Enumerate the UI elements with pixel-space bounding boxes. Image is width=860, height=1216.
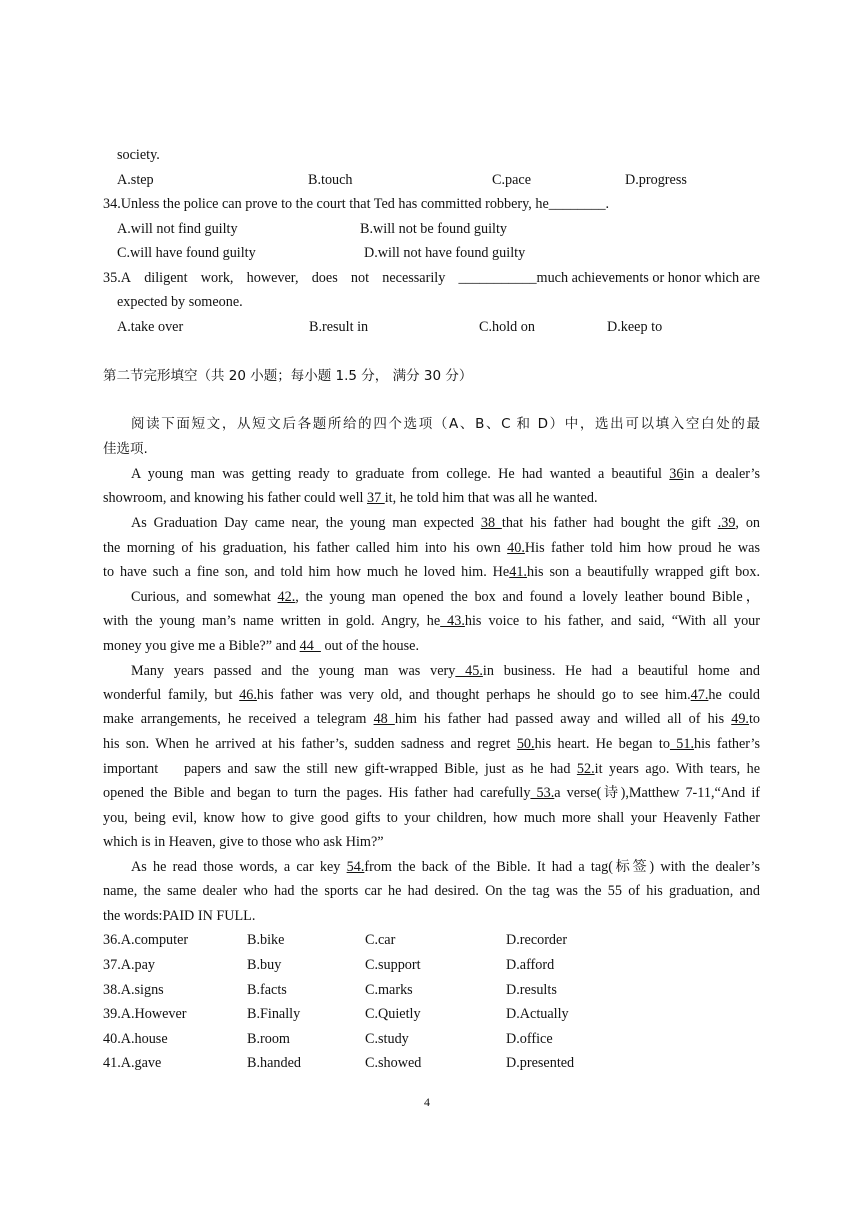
passage-line: [103, 783, 760, 803]
q34-option-c: C.will have found guilty: [117, 245, 256, 261]
passage-text: Curious, and somewhat: [131, 589, 278, 605]
q35-word: work,: [200, 270, 234, 286]
blank-54: 54.: [346, 859, 365, 875]
passage-line: [103, 611, 760, 631]
passage-text: it, he told him that was all he wanted.: [384, 490, 598, 506]
q35-option-a: A.take over: [117, 319, 184, 335]
passage-text: A young man was getting ready to graduate from college. He had wanted a beautiful: [131, 466, 670, 482]
q35-option-b: B.result in: [309, 319, 369, 335]
answer-40-a: 40.A.house: [103, 1031, 168, 1047]
answer-40-b: B.room: [247, 1031, 290, 1047]
passage-text: As Graduation Day came near, the young man expected: [131, 515, 481, 531]
passage-text: to have such a fine son, and told him how much he loved him. He: [103, 564, 510, 580]
passage-text: his father’s: [694, 736, 760, 752]
q35-word: 35.A: [103, 270, 131, 286]
passage-line: [103, 636, 419, 656]
passage-text: out of the house.: [320, 638, 420, 654]
passage-text: that his father had bought the gift: [501, 515, 718, 531]
q34-blank: ________: [548, 196, 606, 212]
answer-40-c: C.study: [365, 1031, 409, 1047]
q35-blank: ___________: [458, 270, 537, 286]
q35-blank-and-tail: [459, 268, 760, 288]
q34-stem-end: .: [605, 196, 610, 212]
answer-38-b: B.facts: [247, 982, 287, 998]
passage-line: you, being evil, know how to give good gifts to your children, how much more shall your Heavenly Father: [103, 810, 760, 826]
answer-41-a: 41.A.gave: [103, 1055, 162, 1071]
passage-line: [103, 562, 760, 582]
passage-text: showroom, and knowing his father could well: [103, 490, 367, 506]
q35-word: does: [311, 270, 338, 286]
blank-47: 47.: [690, 687, 709, 703]
passage-text: his son. When he arrived at his father’s, sudden sadness and regret: [103, 736, 517, 752]
passage-text: Many years passed and the young man was very: [131, 663, 456, 679]
answer-41-d: D.presented: [506, 1055, 575, 1071]
passage-line: which is in Heaven, give to those who ask Him?”: [103, 834, 384, 850]
q33-option-a: A.step: [117, 172, 154, 188]
passage-line: the words:PAID IN FULL.: [103, 908, 256, 924]
answer-41-c: C.showed: [365, 1055, 422, 1071]
passage-text: in a dealer’s: [683, 466, 760, 482]
passage-text: his son a beautifully wrapped gift box.: [526, 564, 760, 580]
passage-text: As he read those words, a car key: [131, 859, 347, 875]
blank-44: 44: [299, 638, 321, 654]
passage-text: important papers and saw the still new gift-wrapped Bible, just as he had: [103, 761, 577, 777]
answer-36-d: D.recorder: [506, 932, 568, 948]
passage-line: [103, 759, 760, 779]
answer-39-a: 39.A.However: [103, 1006, 187, 1022]
blank-41: 41.: [509, 564, 527, 580]
q33-continuation: society.: [117, 147, 160, 163]
answer-37-c: C.support: [365, 957, 421, 973]
passage-text: with the young man’s name written in gold. Angry, he: [103, 613, 441, 629]
passage-text: it years ago. With tears, he: [594, 761, 760, 777]
blank-36: 36: [669, 466, 684, 482]
q34-stem: [103, 194, 609, 214]
passage-text: opened the Bible and began to turn the pages. His father had carefully: [103, 785, 531, 801]
blank-46: 46.: [239, 687, 257, 703]
answer-40-d: D.office: [506, 1031, 553, 1047]
instructions-line1: 阅读下面短文，从短文后各题所给的四个选项（A、B、C 和 D）中，选出可以填入空白处的最: [131, 416, 760, 432]
q35-word: not: [350, 270, 370, 286]
passage-line: name, the same dealer who had the sports car he had desired. On the tag was the 55 of his graduation, and: [103, 883, 760, 899]
blank-48: 48: [373, 711, 395, 727]
blank-51: 51.: [669, 736, 695, 752]
passage-line: [103, 734, 760, 754]
blank-37: 37: [367, 490, 385, 506]
passage-text: money you give me a Bible?” and: [103, 638, 300, 654]
passage-text: him his father had passed away and willed all of his: [394, 711, 732, 727]
q35-word: however,: [246, 270, 299, 286]
passage-text: a verse(诗),Matthew 7-11,“And if: [554, 785, 760, 801]
blank-38: 38: [480, 515, 502, 531]
q34-option-d: D.will not have found guilty: [364, 245, 526, 261]
passage-text: he could: [708, 687, 760, 703]
blank-43: 43.: [440, 613, 465, 629]
blank-50: 50.: [516, 736, 535, 752]
q33-option-d: D.progress: [625, 172, 687, 188]
q34-option-b: B.will not be found guilty: [360, 221, 507, 237]
passage-text: to: [748, 711, 761, 727]
section-heading: 第二节完形填空（共 20 小题；每小题 1.5 分， 满分 30 分）: [103, 368, 473, 384]
passage-line: [131, 513, 760, 533]
blank-39: .39: [717, 515, 736, 531]
blank-45: 45.: [455, 663, 483, 679]
q34-option-a: A.will not find guilty: [117, 221, 238, 237]
q35-option-d: D.keep to: [607, 319, 663, 335]
answer-39-b: B.Finally: [247, 1006, 301, 1022]
passage-line: [103, 709, 760, 729]
passage-text: in business. He had a beautiful home and: [482, 663, 760, 679]
passage-line: [131, 661, 760, 681]
answer-37-a: 37.A.pay: [103, 957, 156, 973]
blank-52: 52.: [576, 761, 595, 777]
answer-37-b: B.buy: [247, 957, 282, 973]
passage-text: make arrangements, he received a telegram: [103, 711, 374, 727]
q35-word: diligent: [144, 270, 188, 286]
q35-word: necessarily: [382, 270, 446, 286]
passage-line: [103, 488, 598, 508]
q35-stem-line1: [103, 268, 760, 288]
answer-36-a: 36.A.computer: [103, 932, 189, 948]
q33-option-b: B.touch: [308, 172, 353, 188]
instructions-line2: 佳选项.: [103, 441, 148, 457]
passage-text: His father told him how proud he was: [524, 540, 760, 556]
passage-text: his father was very old, and thought perhaps he should go to see him.: [256, 687, 691, 703]
passage-text: , on: [735, 515, 761, 531]
passage-text: from the back of the Bible. It had a tag(标签) with the dealer’s: [364, 859, 760, 875]
answer-41-b: B.handed: [247, 1055, 301, 1071]
answer-36-c: C.car: [365, 932, 396, 948]
blank-49: 49.: [731, 711, 749, 727]
answer-38-d: D.results: [506, 982, 557, 998]
passage-line: [131, 464, 760, 484]
passage-text: his heart. He began to: [534, 736, 670, 752]
answer-39-d: D.Actually: [506, 1006, 569, 1022]
passage-text: his voice to his father, and said, “With all your: [464, 613, 761, 629]
q33-option-c: C.pace: [492, 172, 531, 188]
passage-line: [131, 857, 760, 877]
passage-text: , the young man opened the box and found a lovely leather bound Bible，: [295, 589, 760, 605]
answer-38-c: C.marks: [365, 982, 413, 998]
q35-option-c: C.hold on: [479, 319, 535, 335]
answer-38-a: 38.A.signs: [103, 982, 164, 998]
answer-37-d: D.afford: [506, 957, 555, 973]
passage-line: [103, 685, 760, 705]
blank-53: 53.: [530, 785, 555, 801]
passage-text: the morning of his graduation, his father called him into his own: [103, 540, 508, 556]
passage-text: wonderful family, but: [103, 687, 240, 703]
q35-stem-line2: expected by someone.: [117, 294, 243, 310]
passage-line: [131, 587, 760, 607]
answer-36-b: B.bike: [247, 932, 285, 948]
q35-tail: much achievements or honor which are: [536, 270, 760, 286]
answer-39-c: C.Quietly: [365, 1006, 421, 1022]
blank-40: 40.: [507, 540, 525, 556]
blank-42: 42.: [277, 589, 296, 605]
page-number: 4: [424, 1095, 430, 1109]
q34-stem-text: 34.Unless the police can prove to the court that Ted has committed robbery, he: [103, 196, 549, 212]
passage-line: [103, 538, 760, 558]
